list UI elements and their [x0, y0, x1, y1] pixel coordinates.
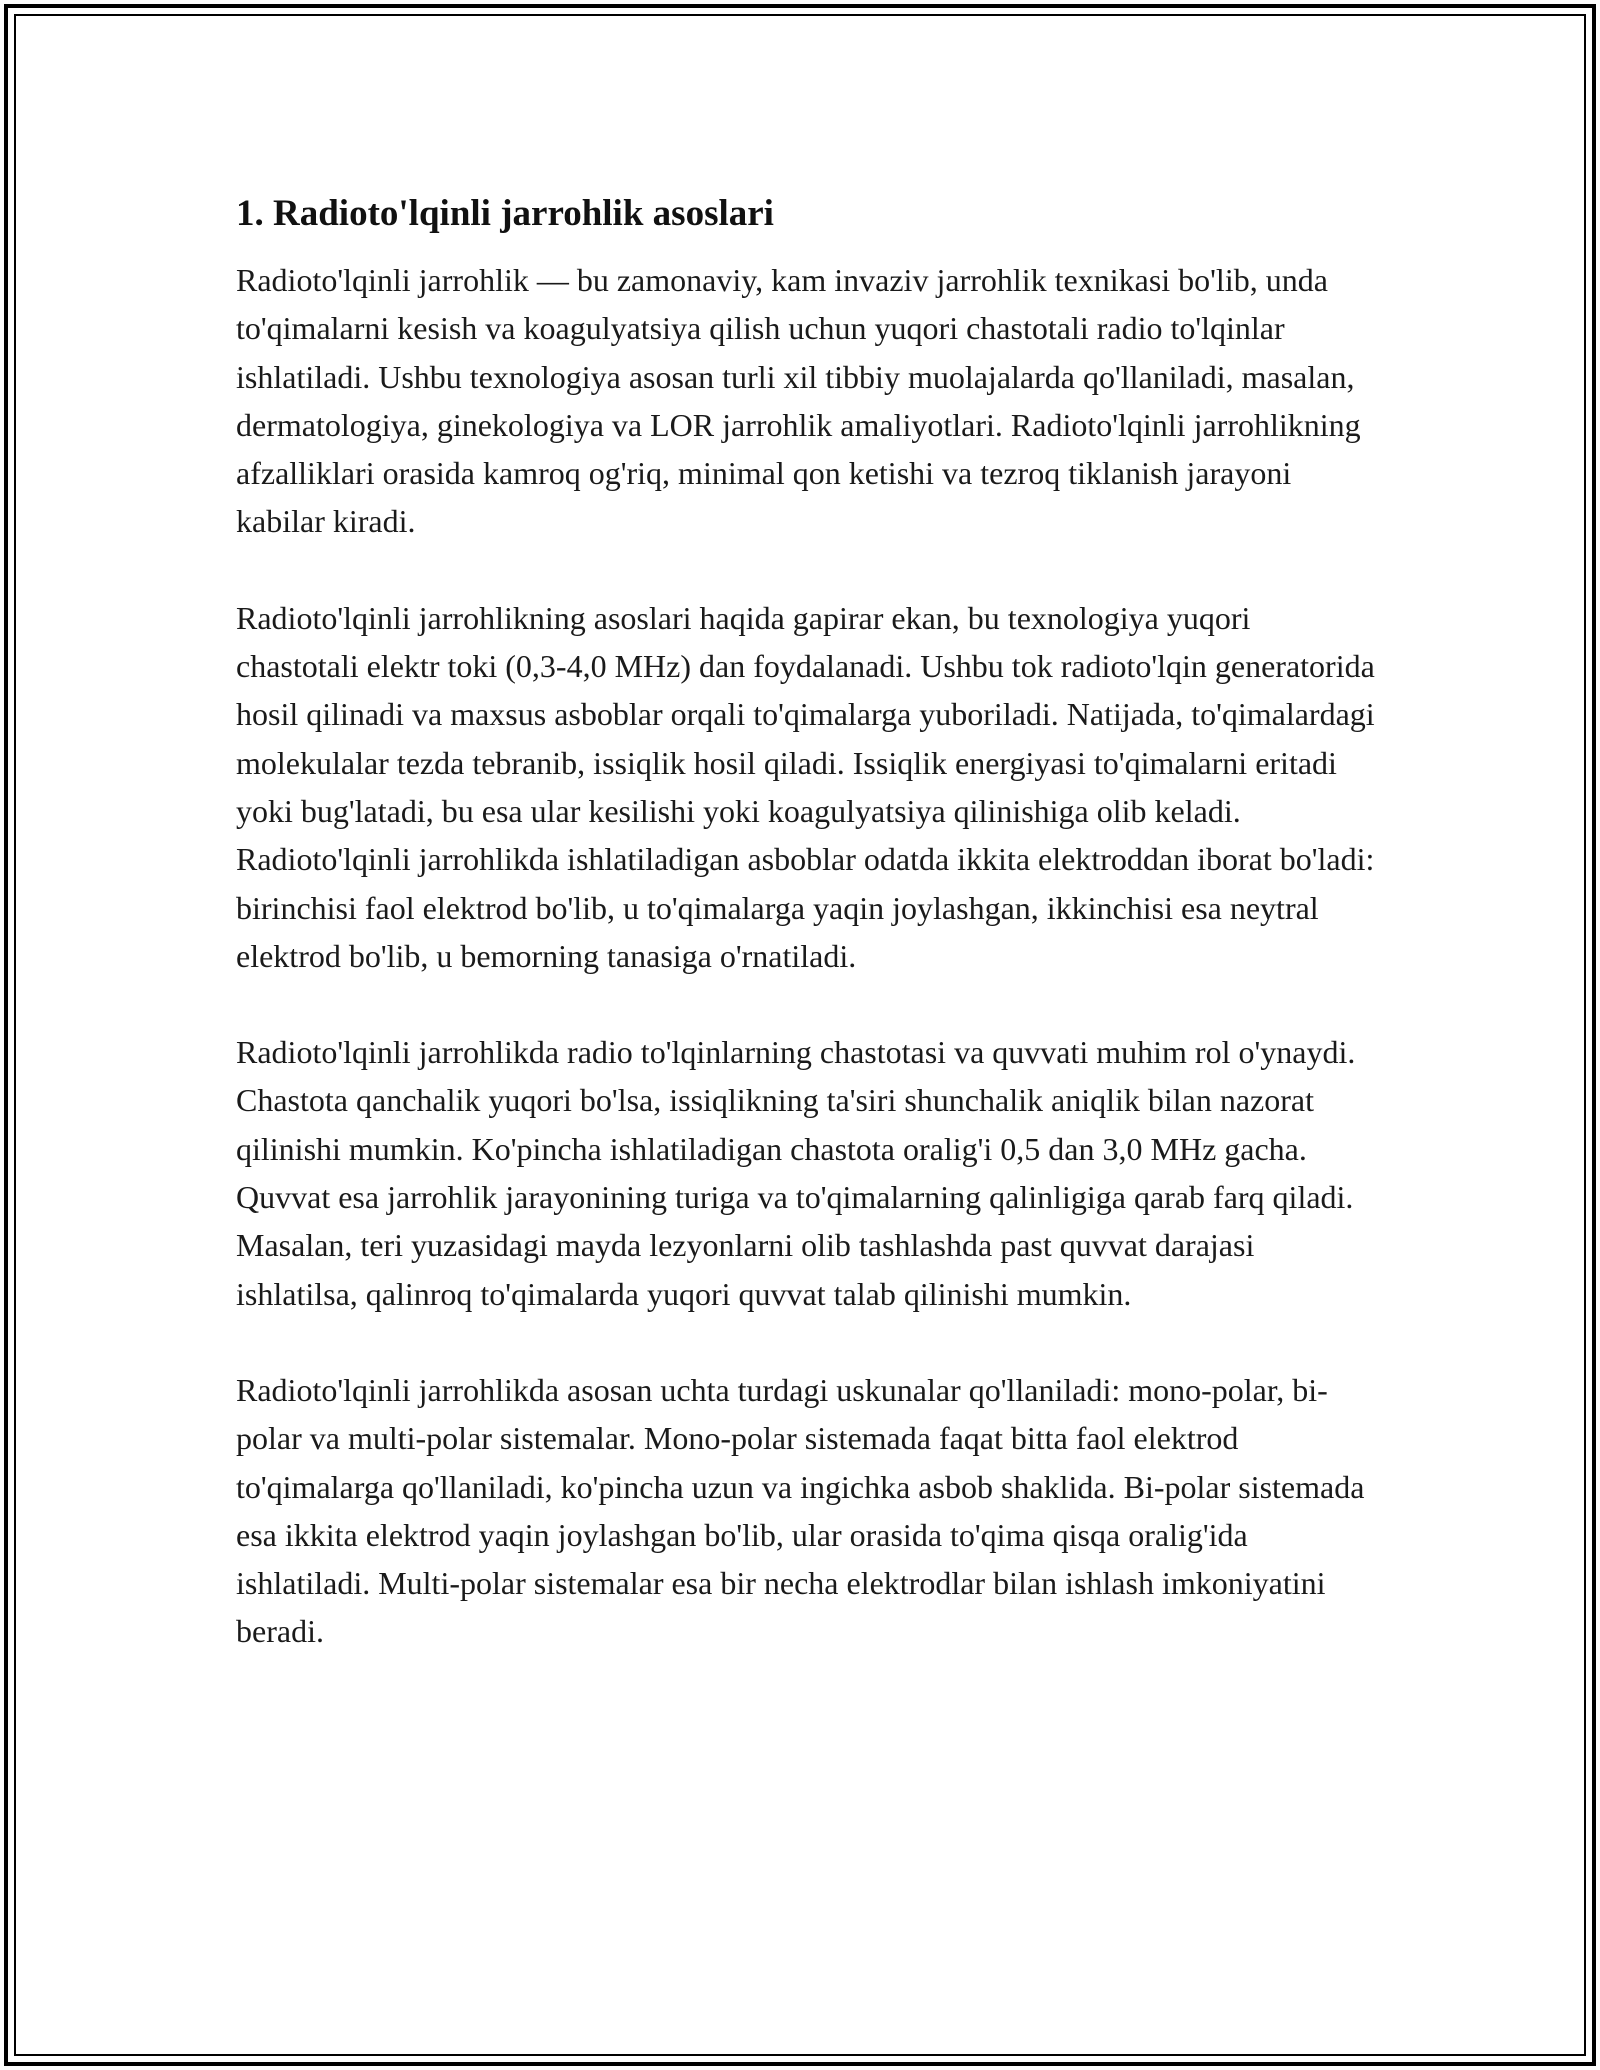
paragraph-3: Radioto'lqinli jarrohlikda radio to'lqinlarning chastotasi va quvvati muhim rol o'ynaydi. Chastota qanchalik yuqori bo'lsa, issiqlikning ta'siri shunchalik aniqlik bilan nazorat qilinishi mumkin. Ko'pincha ishlatiladigan chastota oralig'i 0,5 dan 3,0 MHz gacha. Quvvat esa jarrohlik jarayonining turiga va to'qimalarning qalinligiga qarab farq qiladi. Masalan, teri yuzasidagi mayda lezyonlarni olib tashlashda past quvvat darajasi ishlatilsa, qalinroq to'qimalarda yuqori quvvat talab qilinishi mumkin.	[236, 1034, 1356, 1312]
section-heading: 1. Radioto'lqinli jarrohlik asoslari	[236, 193, 774, 234]
paragraph-2: Radioto'lqinli jarrohlikning asoslari haqida gapirar ekan, bu texnologiya yuqori chastotali elektr toki (0,3-4,0 MHz) dan foydalanadi. Ushbu tok radioto'lqin generatorida hosil qilinadi va maxsus asboblar orqali to'qimalarga yuboriladi. Natijada, to'qimalardagi molekulalar tezda tebranib, issiqlik hosil qiladi. Issiqlik energiyasi to'qimalarni eritadi yoki bug'latadi, bu esa ular kesilishi yoki koagulyatsiya qilinishiga olib keladi. Radioto'lqinli jarrohlikda ishlatiladigan asboblar odatda ikkita elektroddan iborat bo'ladi: birinchisi faol elektrod bo'lib, u to'qimalarga yaqin joylashgan, ikkinchisi esa neytral elektrod bo'lib, u bemorning tanasiga o'rnatiladi.	[236, 599, 1375, 974]
paragraph-4: Radioto'lqinli jarrohlikda asosan uchta turdagi uskunalar qo'llaniladi: mono-polar, bi-polar va multi-polar sistemalar. Mono-polar sistemada faqat bitta faol elektrod to'qimalarga qo'llaniladi, ko'pincha uzun va ingichka asbob shaklida. Bi-polar sistemada esa ikkita elektrod yaqin joylashgan bo'lib, ular orasida to'qima qisqa oralig'ida ishlatiladi. Multi-polar sistemalar esa bir necha elektrodlar bilan ishlash imkoniyatini beradi.	[236, 1371, 1365, 1650]
paragraph-1: Radioto'lqinli jarrohlik — bu zamonaviy, kam invaziv jarrohlik texnikasi bo'lib, unda to'qimalarni kesish va koagulyatsiya qilish uchun yuqori chastotali radio to'lqinlar ishlatiladi. Ushbu texnologiya asosan turli xil tibbiy muolajalarda qo'llaniladi, masalan, dermatologiya, ginekologiya va LOR jarrohlik amaliyotlari. Radioto'lqinli jarrohlikning afzalliklari orasida kamroq og'riq, minimal qon ketishi va tezroq tiklanish jarayoni kabilar kiradi.	[236, 262, 1361, 540]
document-body	[236, 188, 1376, 1704]
